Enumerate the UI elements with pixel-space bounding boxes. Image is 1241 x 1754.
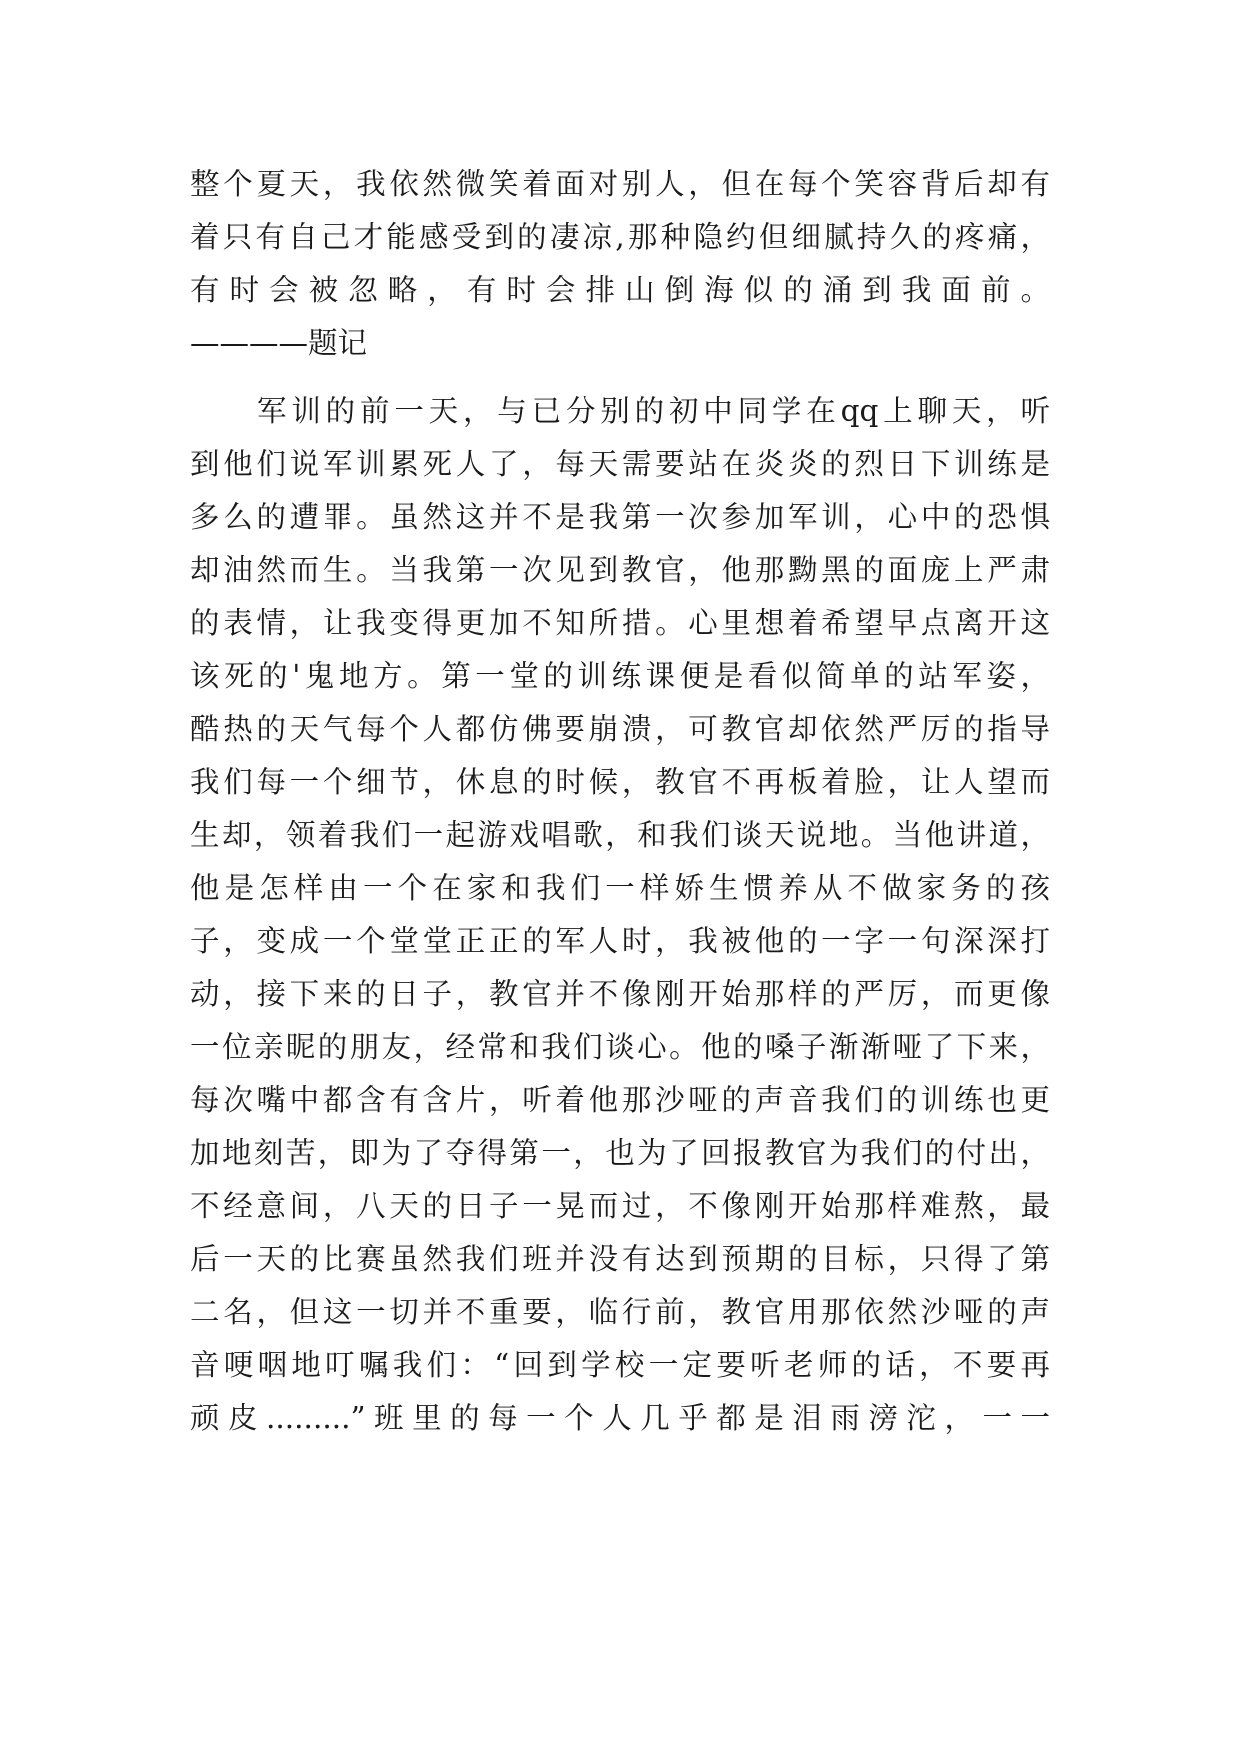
body-line-18: 二名，但这一切并不重要，临行前，教官用那依然沙哑的声 bbox=[190, 1295, 1050, 1329]
body-line-14: 每次嘴中都含有含片，听着他那沙哑的声音我们的训练也更 bbox=[190, 1083, 1050, 1117]
body-line-17: 后一天的比赛虽然我们班并没有达到预期的目标，只得了第 bbox=[190, 1242, 1050, 1276]
body-line-20: 顽皮.........”班里的每一个人几乎都是泪雨滂沱，一一 bbox=[190, 1401, 1050, 1435]
body-line-2: 到他们说军训累死人了，每天需要站在炎炎的烈日下训练是 bbox=[190, 447, 1050, 481]
body-line-8: 我们每一个细节，休息的时候，教官不再板着脸，让人望而 bbox=[190, 765, 1050, 799]
body-line-13: 一位亲昵的朋友，经常和我们谈心。他的嗓子渐渐哑了下来， bbox=[190, 1030, 1050, 1064]
body-line-4: 却油然而生。当我第一次见到教官，他那黝黑的面庞上严肃 bbox=[190, 553, 1050, 587]
body-line-6: 该死的'鬼地方。第一堂的训练课便是看似简单的站军姿， bbox=[190, 659, 1050, 693]
body-line-15: 加地刻苦，即为了夺得第一，也为了回报教官为我们的付出， bbox=[190, 1136, 1050, 1170]
body-line-10: 他是怎样由一个在家和我们一样娇生惯养从不做家务的孩 bbox=[190, 871, 1050, 905]
body-line-19: 音哽咽地叮嘱我们：“回到学校一定要听老师的话，不要再 bbox=[190, 1348, 1050, 1382]
body-line-5: 的表情，让我变得更加不知所措。心里想着希望早点离开这 bbox=[190, 606, 1050, 640]
epigraph-line-1: 整个夏天，我依然微笑着面对别人，但在每个笑容背后却有 bbox=[190, 167, 1050, 201]
body-line-9: 生却，领着我们一起游戏唱歌，和我们谈天说地。当他讲道， bbox=[190, 818, 1050, 852]
body-line-11: 子，变成一个堂堂正正的军人时，我被他的一字一句深深打 bbox=[190, 924, 1050, 958]
body-line-12: 动，接下来的日子，教官并不像刚开始那样的严厉，而更像 bbox=[190, 977, 1050, 1011]
body-line-7: 酷热的天气每个人都仿佛要崩溃，可教官却依然严厉的指导 bbox=[190, 712, 1050, 746]
epigraph-line-3: 有时会被忽略，有时会排山倒海似的涌到我面前。 bbox=[190, 273, 1050, 307]
epigraph-line-2: 着只有自己才能感受到的凄凉,那种隐约但细腻持久的疼痛， bbox=[190, 220, 1050, 254]
epigraph-attribution: ————题记 bbox=[190, 326, 368, 360]
body-line-1: 军训的前一天，与已分别的初中同学在qq上聊天，听 bbox=[257, 394, 1050, 428]
body-line-3: 多么的遭罪。虽然这并不是我第一次参加军训，心中的恐惧 bbox=[190, 500, 1050, 534]
body-line-16: 不经意间，八天的日子一晃而过，不像刚开始那样难熬，最 bbox=[190, 1189, 1050, 1223]
